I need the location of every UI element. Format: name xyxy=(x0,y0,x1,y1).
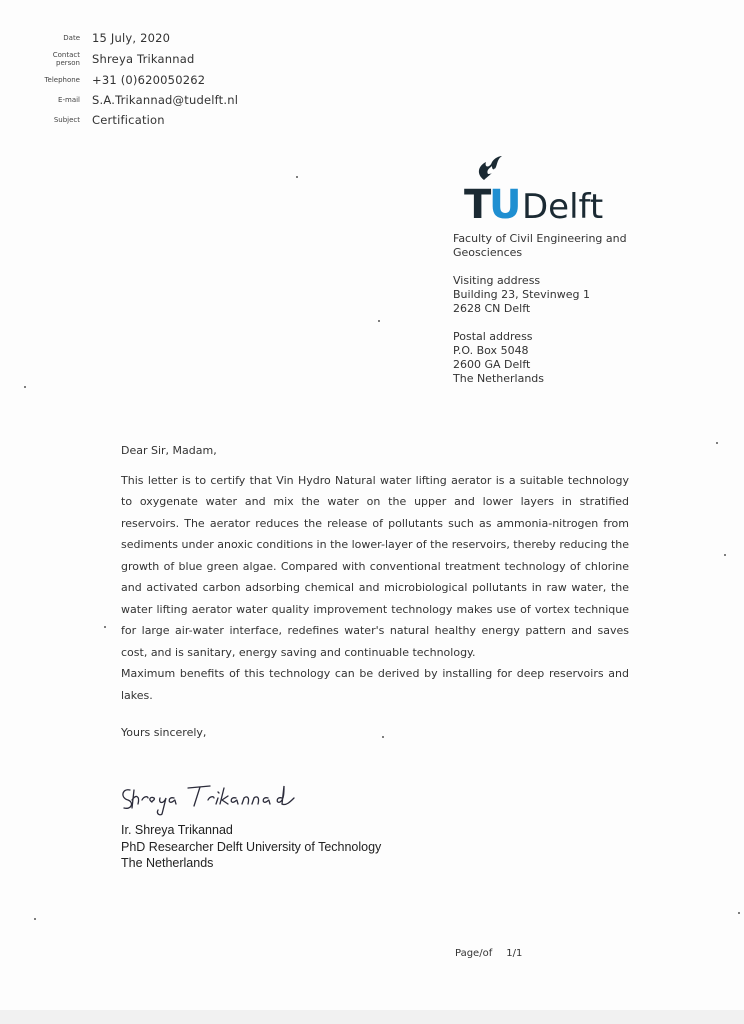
meta-value: 15 July, 2020 xyxy=(92,31,171,45)
signer-name: Ir. Shreya Trikannad xyxy=(121,823,233,837)
scan-speck xyxy=(24,386,26,388)
postal-line: The Netherlands xyxy=(453,372,545,385)
flame-icon xyxy=(479,156,502,180)
meta-row-email xyxy=(40,92,238,108)
letter-body xyxy=(121,440,629,744)
scan-speck xyxy=(378,320,380,322)
salutation: Dear Sir, Madam, xyxy=(121,444,217,457)
page-indicator xyxy=(455,948,522,959)
meta-label: Subject xyxy=(53,116,80,124)
tu-delft-logo-svg xyxy=(462,152,632,222)
faculty-line: Geosciences xyxy=(453,246,523,259)
scan-speck xyxy=(34,918,36,920)
meta-label: Date xyxy=(63,34,80,42)
meta-value: Certification xyxy=(92,113,165,127)
postal-line: 2600 GA Delft xyxy=(453,358,531,371)
tu-delft-logo xyxy=(462,152,632,222)
postal-line: Postal address xyxy=(453,330,533,343)
scan-speck xyxy=(296,176,298,178)
letter-meta xyxy=(40,30,238,132)
handwritten-signature xyxy=(118,780,298,816)
body-paragraph-2: Maximum benefits of this technology can be derived by installing for deep reservoirs and lakes. xyxy=(121,667,629,702)
signer-block xyxy=(121,822,381,872)
scan-speck xyxy=(382,736,384,738)
closing: Yours sincerely, xyxy=(121,726,207,739)
scan-speck xyxy=(104,626,106,628)
visiting-line: Visiting address xyxy=(453,274,541,287)
scan-speck xyxy=(716,442,718,444)
meta-row-date xyxy=(40,30,238,46)
meta-label: Telephone xyxy=(44,76,80,84)
signer-title: PhD Researcher Delft University of Technology xyxy=(121,839,382,854)
logo-word-delft: Delft xyxy=(522,187,604,222)
scan-bottom-edge xyxy=(0,1010,744,1024)
page-label: Page/of xyxy=(455,948,493,959)
meta-value: S.A.Trikannad@tudelft.nl xyxy=(92,93,239,107)
meta-value: Shreya Trikannad xyxy=(92,52,195,66)
meta-label: E-mail xyxy=(58,96,80,104)
meta-row-telephone xyxy=(40,72,238,88)
scan-speck xyxy=(738,912,740,914)
signature-svg xyxy=(118,780,298,816)
scan-speck xyxy=(724,554,726,556)
postal-address xyxy=(453,330,653,386)
visiting-line: Building 23, Stevinweg 1 xyxy=(453,288,590,301)
postal-line: P.O. Box 5048 xyxy=(453,344,529,357)
faculty-name xyxy=(453,232,653,260)
signer-country: The Netherlands xyxy=(121,856,214,870)
visiting-address xyxy=(453,274,653,316)
meta-row-contact xyxy=(40,50,238,68)
meta-label: Contact person xyxy=(52,51,80,67)
meta-value: +31 (0)620050262 xyxy=(92,73,206,87)
page-value: 1/1 xyxy=(506,948,523,959)
faculty-address xyxy=(453,232,653,400)
visiting-line: 2628 CN Delft xyxy=(453,302,531,315)
faculty-line: Faculty of Civil Engineering and xyxy=(453,232,627,245)
logo-letter-t: T xyxy=(464,182,492,222)
logo-letter-u: U xyxy=(489,182,522,222)
meta-row-subject xyxy=(40,112,238,128)
body-paragraph-1: This letter is to certify that Vin Hydro Natural water lifting aerator is a suitable technology to oxygenate water and mix the water on the upper and lower layers in stratified reservoirs. The aerator reduces the release of pollutants such as ammonia-nitrogen from sediments under anoxic conditions in the lower-layer of the reservoirs, thereby reducing the growth of blue green algae. Compared with conventional treatment technology of chlorine and activated carbon adsorbing chemical and microbiological pollutants in raw water, the water lifting aerator water quality improvement technology makes use of vortex technique for large air-water interface, redefines water's natural healthy energy pattern and saves cost, and is sanitary, energy saving and continuable technology. xyxy=(121,473,630,659)
